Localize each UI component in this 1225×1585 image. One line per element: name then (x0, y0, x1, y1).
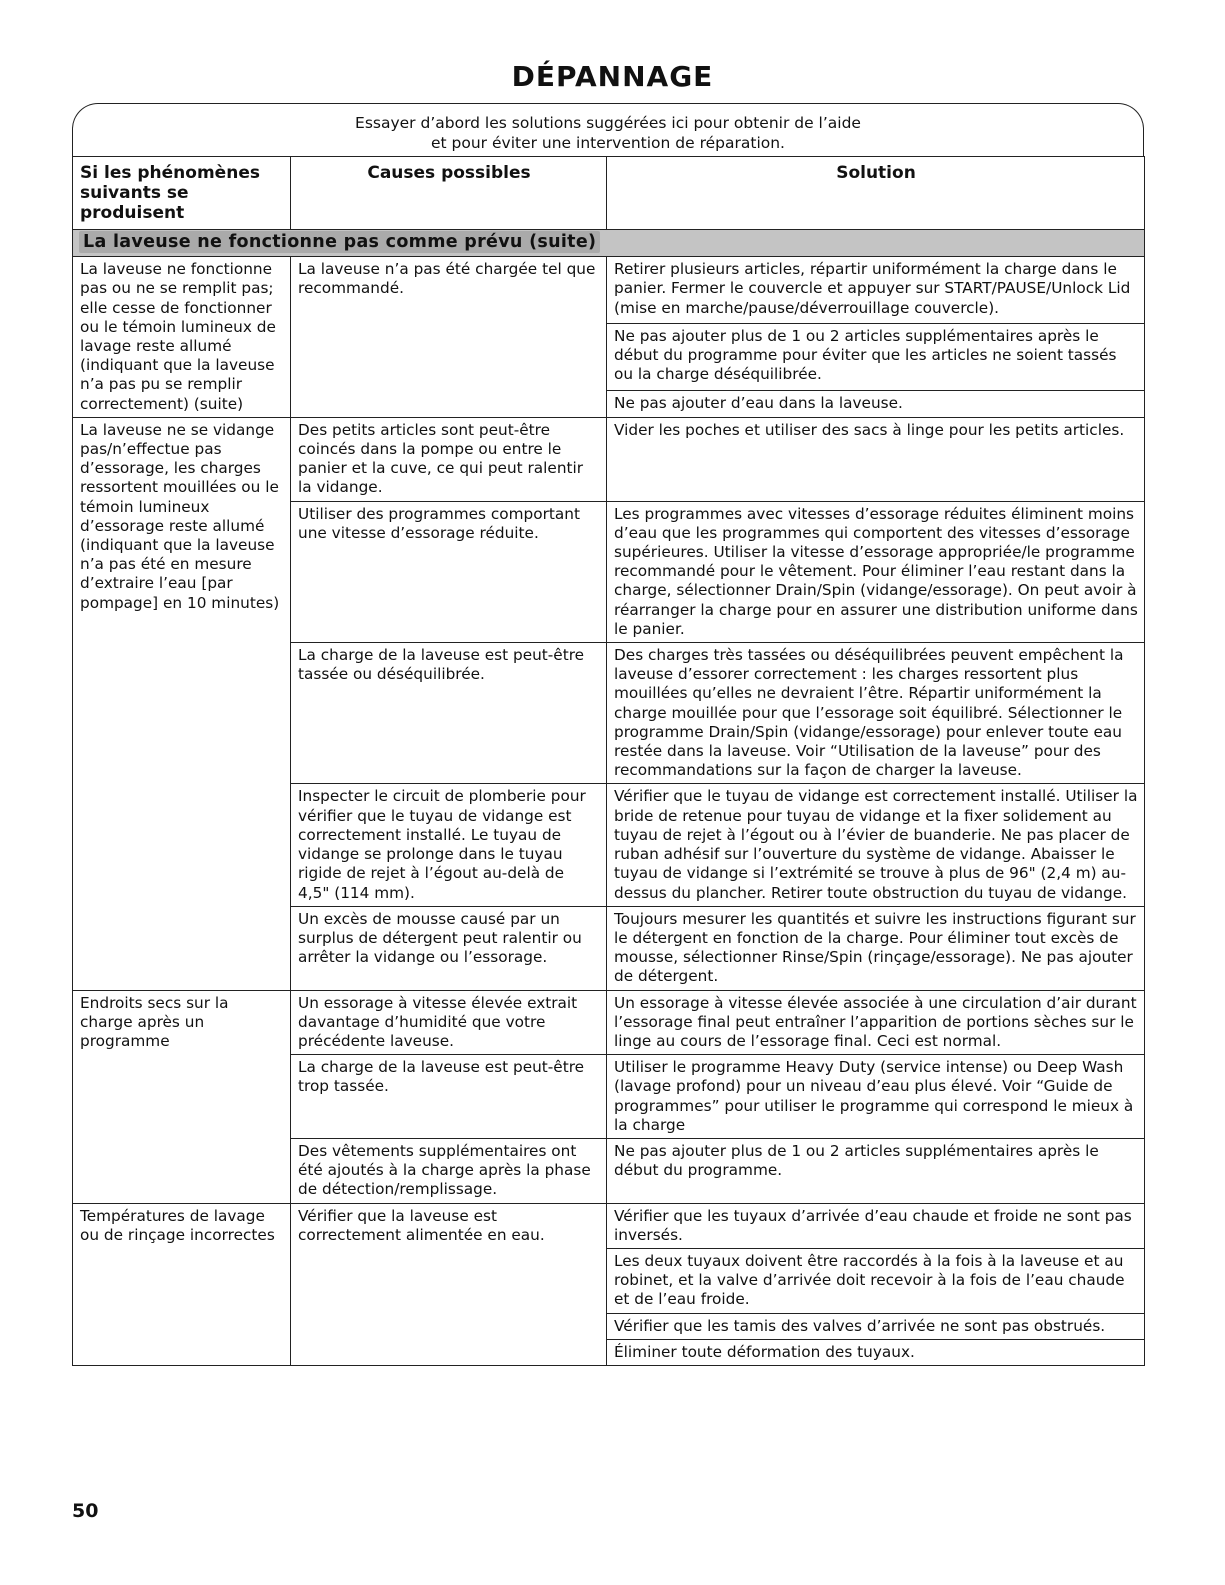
cause-cell: Vérifier que la laveuse est correctement alimentée en eau. (291, 1203, 607, 1365)
cause-cell: Des petits articles sont peut-être coincés dans la pompe ou entre le panier et la cuve, ce qui peut ralentir la vidange. (291, 417, 607, 501)
solution-cell: Éliminer toute déformation des tuyaux. (607, 1339, 1145, 1365)
solution-cell: Des charges très tassées ou déséquilibrées peuvent empêchent la laveuse d’essorer correctement : les charges ressortent plus mouillées qu’elles ne devraient l’être. Répartir uniformément la charge mouillée pour que l’essorage soit équilibré. Sélectionner le programme Drain/Spin (vidange/essorage) pour enlever toute eau restée dans la laveuse. Voir “Utilisation de la laveuse” pour des recommandations sur la façon de charger la laveuse. (607, 643, 1145, 784)
cause-cell: Utiliser des programmes comportant une vitesse d’essorage réduite. (291, 501, 607, 642)
section-cell (73, 230, 1145, 257)
cause-cell: Inspecter le circuit de plomberie pour vérifier que le tuyau de vidange est correctement installé. Le tuyau de vidange se prolonge dans le tuyau rigide de rejet à l’égout au-delà de 4,5" (114 mm). (291, 784, 607, 906)
symptom-cell: Endroits secs sur la charge après un programme (73, 990, 291, 1203)
solution-cell: Les programmes avec vitesses d’essorage réduites éliminent moins d’eau que les programmes qui comportent des vitesses d’essorage supérieures. Utiliser la vitesse d’essorage appropriée/le programme recommandé pour le vêtement. Pour éliminer l’eau restant dans la charge, sélectionner Drain/Spin (vidange/essorage). On peut avoir à réarranger la charge pour en assurer une distribution uniforme dans le panier. (607, 501, 1145, 642)
page-title: DÉPANNAGE (511, 60, 714, 93)
page-number: 50 (72, 1500, 99, 1522)
table-row (73, 417, 1145, 501)
intro-line-1: Essayer d’abord les solutions suggérées ici pour obtenir de l’aide (355, 114, 861, 132)
section-row (73, 230, 1145, 257)
solution-cell: Ne pas ajouter plus de 1 ou 2 articles supplémentaires après le début du programme pour éviter que les articles ne soient tassés ou la charge déséquilibrée. (607, 323, 1145, 390)
cause-cell: La charge de la laveuse est peut-être tassée ou déséquilibrée. (291, 643, 607, 784)
solution-cell: Retirer plusieurs articles, répartir uniformément la charge dans le panier. Fermer le couvercle et appuyer sur START/PAUSE/Unlock Lid (mise en marche/pause/déverrouillage couvercle). (607, 257, 1145, 324)
table-row (73, 1203, 1145, 1248)
cause-cell: Un essorage à vitesse élevée extrait davantage d’humidité que votre précédente laveuse. (291, 990, 607, 1055)
intro-text (72, 113, 1144, 153)
cause-cell: Un excès de mousse causé par un surplus de détergent peut ralentir ou arrêter la vidange ou l’essorage. (291, 906, 607, 990)
solution-cell: Ne pas ajouter d’eau dans la laveuse. (607, 390, 1145, 417)
cause-cell: La charge de la laveuse est peut-être trop tassée. (291, 1055, 607, 1139)
solution-cell: Vérifier que les tuyaux d’arrivée d’eau chaude et froide ne sont pas inversés. (607, 1203, 1145, 1248)
intro-line-2: et pour éviter une intervention de réparation. (431, 134, 785, 152)
cause-cell: La laveuse n’a pas été chargée tel que recommandé. (291, 257, 607, 418)
cause-cell: Des vêtements supplémentaires ont été ajoutés à la charge après la phase de détection/remplissage. (291, 1138, 607, 1203)
symptom-cell: Températures de lavage ou de rinçage incorrectes (73, 1203, 291, 1365)
symptom-cell: La laveuse ne fonctionne pas ou ne se remplit pas; elle cesse de fonctionner ou le témoin lumineux de lavage reste allumé (indiquant que la laveuse n’a pas pu se remplir correctement) (suite) (73, 257, 291, 418)
solution-cell: Toujours mesurer les quantités et suivre les instructions figurant sur le détergent en fonction de la charge. Pour éliminer tout excès de mousse, sélectionner Rinse/Spin (rinçage/essorage). Ne pas ajouter de détergent. (607, 906, 1145, 990)
section-heading: La laveuse ne fonctionne pas comme prévu (suite) (79, 231, 600, 253)
troubleshooting-table (72, 156, 1145, 1366)
solution-cell: Vérifier que le tuyau de vidange est correctement installé. Utiliser la bride de retenue pour tuyau de vidange et la fixer solidement au tuyau de rejet à l’égout ou à l’évier de buanderie. Ne pas placer de ruban adhésif sur l’ouverture du système de vidange. Abaisser le tuyau de vidange si l’extrémité se trouve à plus de 96" (2,4 m) au-dessus du plancher. Retirer toute obstruction du tuyau de vidange. (607, 784, 1145, 906)
header-symptoms: Si les phénomènes suivants se produisent (73, 157, 291, 230)
table-row (73, 990, 1145, 1055)
troubleshooting-frame (72, 103, 1144, 1389)
symptom-cell: La laveuse ne se vidange pas/n’effectue pas d’essorage, les charges ressortent mouillées ou le témoin lumineux d’essorage reste allumé (indiquant que la laveuse n’a pas été en mesure d’extraire l’eau [par pompage] en 10 minutes) (73, 417, 291, 990)
solution-cell: Vider les poches et utiliser des sacs à linge pour les petits articles. (607, 417, 1145, 501)
table-header-row (73, 157, 1145, 230)
header-solution: Solution (607, 157, 1145, 230)
table-row (73, 257, 1145, 324)
solution-cell: Un essorage à vitesse élevée associée à une circulation d’air durant l’essorage final peut entraîner l’apparition de portions sèches sur le linge au cours de l’essorage final. Ceci est normal. (607, 990, 1145, 1055)
header-causes: Causes possibles (291, 157, 607, 230)
solution-cell: Utiliser le programme Heavy Duty (service intense) ou Deep Wash (lavage profond) pour un niveau d’eau plus élevé. Voir “Guide de programmes” pour utiliser le programme qui correspond le mieux à la charge (607, 1055, 1145, 1139)
solution-cell: Ne pas ajouter plus de 1 ou 2 articles supplémentaires après le début du programme. (607, 1138, 1145, 1203)
solution-cell: Les deux tuyaux doivent être raccordés à la fois à la laveuse et au robinet, et la valve d’arrivée doit recevoir à la fois de l’eau chaude et de l’eau froide. (607, 1248, 1145, 1313)
solution-cell: Vérifier que les tamis des valves d’arrivée ne sont pas obstrués. (607, 1313, 1145, 1339)
